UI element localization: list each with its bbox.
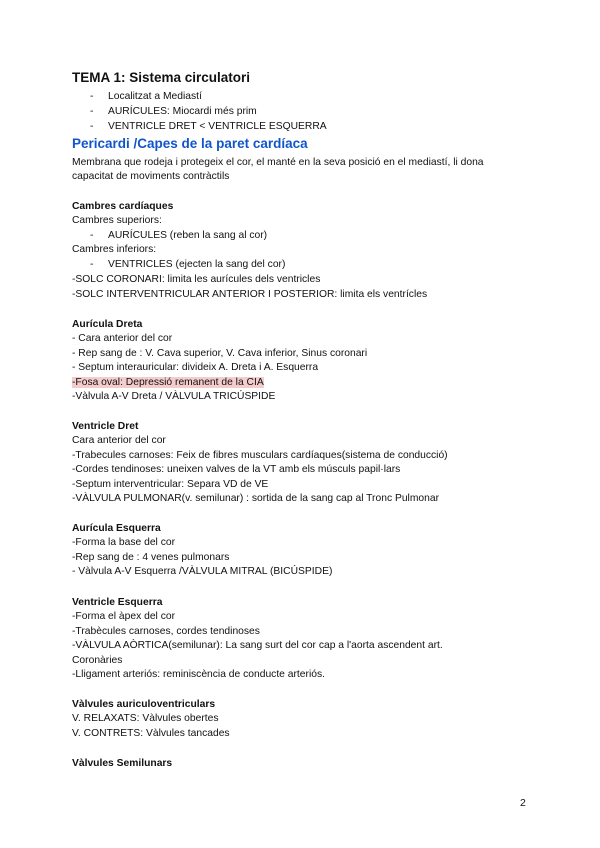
text-line: -SOLC CORONARI: limita les aurícules dels ventricles <box>72 274 321 285</box>
text-line: -Septum interventricular: Separa VD de VE <box>72 479 269 490</box>
text-line: -Cordes tendinoses: uneixen valves de la VT amb els músculs papil·lars <box>72 464 401 475</box>
page-title: TEMA 1: Sistema circulatori <box>72 70 251 85</box>
section-heading: Vàlvules Semilunars <box>72 758 173 769</box>
text-line: V. RELAXATS: Vàlvules obertes <box>72 713 219 724</box>
text-line: - Cara anterior del cor <box>72 333 173 344</box>
paragraph-line: Membrana que rodeja i protegeix el cor, el manté en la seva posició en el mediastí, li dona <box>72 157 484 168</box>
section-heading: Aurícula Dreta <box>72 319 143 330</box>
section-subtitle: Pericardi /Capes de la paret cardíaca <box>72 136 308 151</box>
text-line: - Vàlvula A-V Esquerra /VÀLVULA MITRAL (BICÚSPIDE) <box>72 566 333 577</box>
text-line: -Trabècules carnoses, cordes tendinoses <box>72 626 260 637</box>
bullet-marker: - <box>90 230 94 241</box>
text-line: -Rep sang de : 4 venes pulmonars <box>72 552 230 563</box>
text-line: -SOLC INTERVENTRICULAR ANTERIOR I POSTERIOR: limita els ventrícles <box>72 289 428 300</box>
section-heading: Vàlvules auriculoventriculars <box>72 699 216 710</box>
text-line: Cambres superiors: <box>72 215 162 226</box>
text-line: -Lligament arteriós: reminiscència de conducte arteriós. <box>72 669 325 680</box>
bullet-marker: - <box>90 259 94 270</box>
text-line: Coronàries <box>72 655 123 666</box>
page-number: 2 <box>520 797 526 809</box>
intro-bullet: AURÍCULES: Miocardi més prim <box>108 106 257 117</box>
text-line: -VÀLVULA PULMONAR(v. semilunar) : sortida de la sang cap al Tronc Pulmonar <box>72 493 440 504</box>
text-line: -Forma el àpex del cor <box>72 611 176 622</box>
intro-bullet: VENTRICLE DRET < VENTRICLE ESQUERRA <box>108 121 327 132</box>
text-line: V. CONTRETS: Vàlvules tancades <box>72 728 230 739</box>
list-item: AURÍCULES (reben la sang al cor) <box>108 230 268 241</box>
bullet-marker: - <box>90 106 94 117</box>
section-heading: Cambres cardíaques <box>72 201 174 212</box>
section-heading: Ventricle Esquerra <box>72 597 163 608</box>
text-line: Cambres inferiors: <box>72 244 157 255</box>
section-heading: Ventricle Dret <box>72 421 139 432</box>
text-line: - Septum interauricular: divideix A. Dreta i A. Esquerra <box>72 362 319 373</box>
intro-bullet: Localitzat a Mediastí <box>108 91 202 102</box>
highlighted-text: -Fosa oval: Depressió remanent de la CIA <box>72 377 264 388</box>
bullet-marker: - <box>90 91 94 102</box>
bullet-marker: - <box>90 121 94 132</box>
list-item: VENTRICLES (ejecten la sang del cor) <box>108 259 286 270</box>
text-line: Cara anterior del cor <box>72 435 166 446</box>
text-line: -Forma la base del cor <box>72 537 176 548</box>
text-line: - Rep sang de : V. Cava superior, V. Cava inferior, Sinus coronari <box>72 348 368 359</box>
paragraph-line: capacitat de moviments contràctils <box>72 171 230 182</box>
text-line-wrapper <box>72 376 264 389</box>
text-line: -VÀLVULA AÒRTICA(semilunar): La sang surt del cor cap a l'aorta ascendent art. <box>72 640 443 651</box>
text-line: -Vàlvula A-V Dreta / VÀLVULA TRICÚSPIDE <box>72 391 276 402</box>
text-line: -Trabecules carnoses: Feix de fibres musculars cardíaques(sistema de conducció) <box>72 450 448 461</box>
section-heading: Aurícula Esquerra <box>72 523 161 534</box>
